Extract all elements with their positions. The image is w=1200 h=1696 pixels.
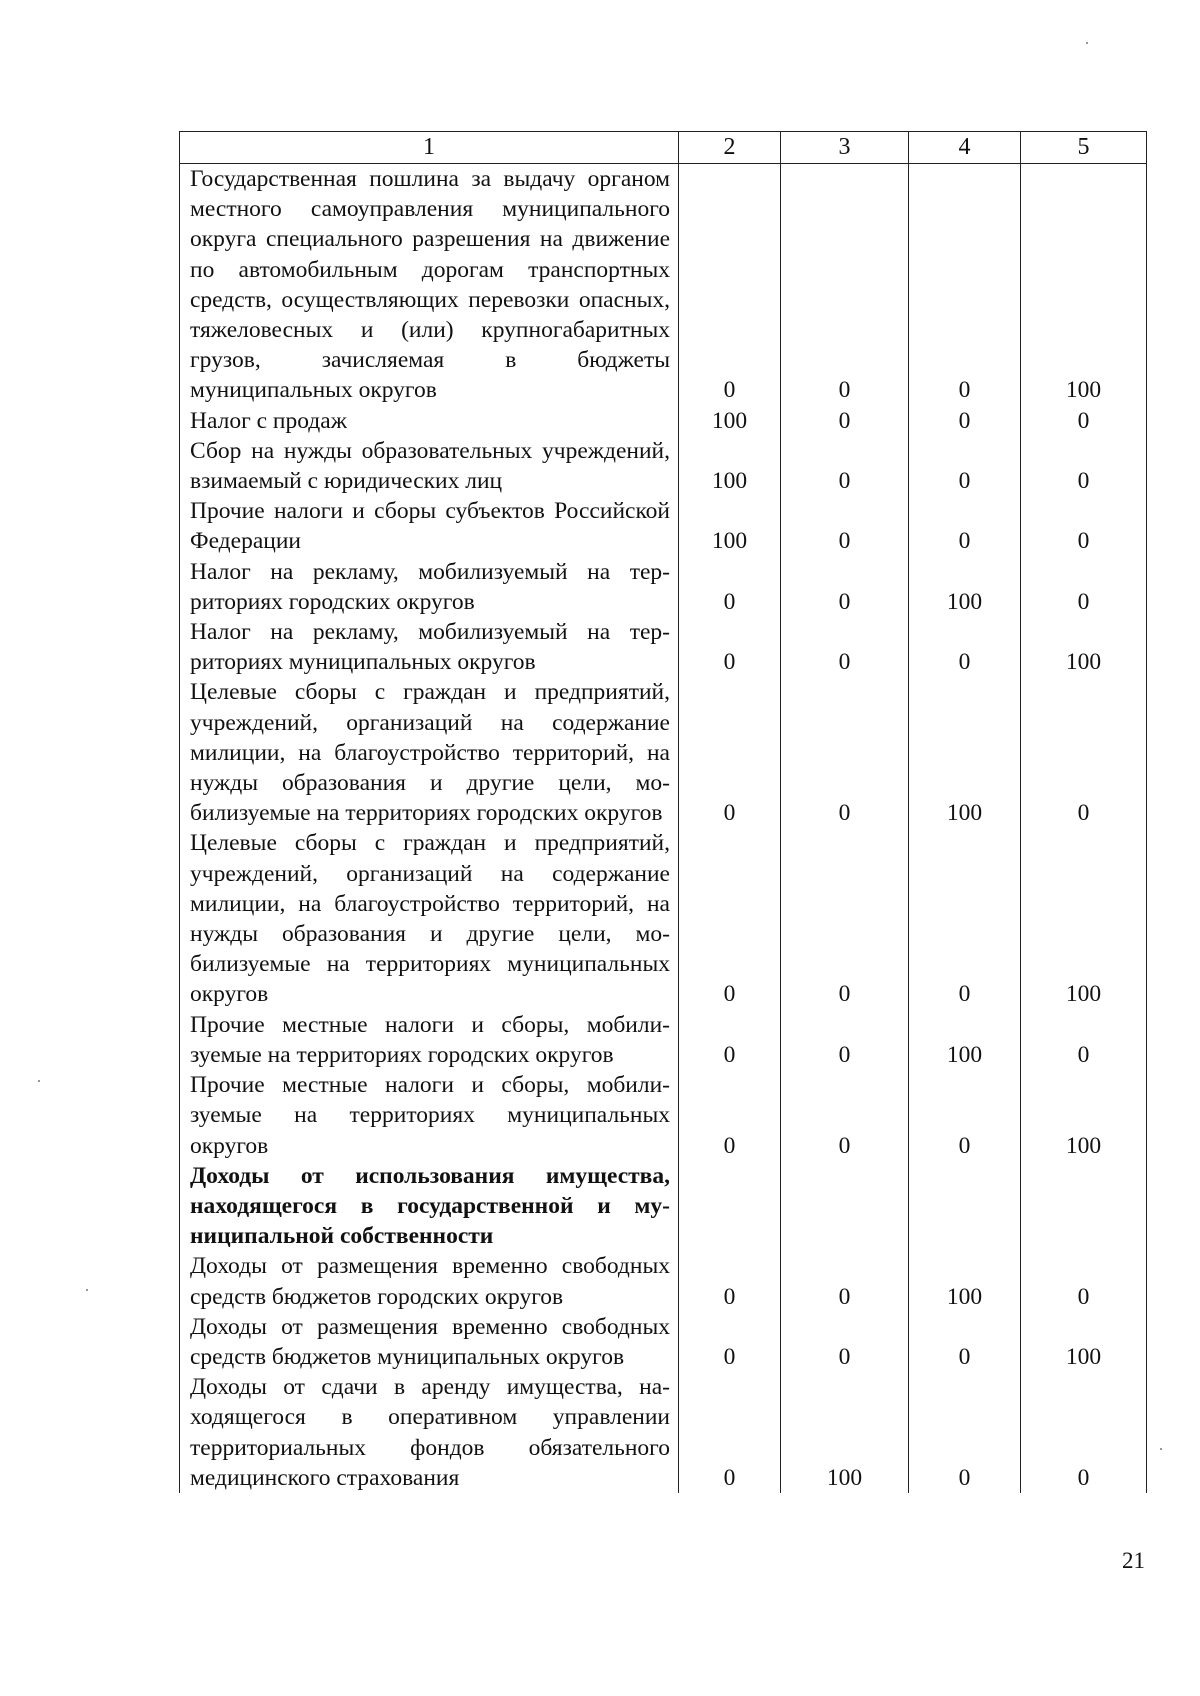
table-row (180, 677, 1147, 828)
value-col-2: 0 (679, 1312, 781, 1372)
value-col-4: 0 (909, 1372, 1021, 1493)
value-col-5: 0 (1021, 1010, 1147, 1070)
value-col-5 (1021, 1161, 1147, 1252)
revenue-name: Налог на рекламу, мобилизуемый на территориях муниципальных округов (180, 617, 679, 677)
revenue-name: Доходы от размещения временно свободных средств бюджетов городских округов (180, 1251, 679, 1311)
value-col-4: 100 (909, 557, 1021, 617)
header-col-3: 3 (781, 132, 909, 164)
section-heading-row (180, 1161, 1147, 1252)
value-col-2: 0 (679, 828, 781, 1009)
header-col-2: 2 (679, 132, 781, 164)
value-col-3: 0 (781, 1251, 909, 1311)
value-col-2: 0 (679, 617, 781, 677)
value-col-5: 100 (1021, 1070, 1147, 1161)
scan-speck (38, 1080, 40, 1082)
value-col-3: 0 (781, 164, 909, 406)
revenue-name: Прочие местные налоги и сборы, мобилизуемые на территориях городских округов (180, 1010, 679, 1070)
value-col-2: 100 (679, 496, 781, 556)
table-row (180, 1312, 1147, 1372)
revenue-name: Прочие местные налоги и сборы, мобилизуемые на территориях муниципальных округов (180, 1070, 679, 1161)
value-col-2: 0 (679, 1070, 781, 1161)
value-col-5: 0 (1021, 677, 1147, 828)
value-col-5: 100 (1021, 617, 1147, 677)
value-col-5: 100 (1021, 164, 1147, 406)
value-col-3: 0 (781, 1070, 909, 1161)
value-col-5: 0 (1021, 1251, 1147, 1311)
value-col-2: 0 (679, 164, 781, 406)
value-col-5: 0 (1021, 406, 1147, 436)
value-col-3: 0 (781, 436, 909, 496)
value-col-5: 0 (1021, 436, 1147, 496)
value-col-3: 0 (781, 617, 909, 677)
value-col-4: 0 (909, 1070, 1021, 1161)
value-col-4: 0 (909, 406, 1021, 436)
revenue-name: Целевые сборы с граждан и предприятий, учреждений, организаций на содержание милиции, на благоустройство территорий, на нужды образования и другие цели, мобилизуемые на территориях муниципальных округов (180, 828, 679, 1009)
revenue-name: Целевые сборы с граждан и предприятий, учреждений, организаций на содержание милиции, на благоустройство территорий, на нужды образования и другие цели, мобилизуемые на территориях городских округов (180, 677, 679, 828)
page-number: 21 (1122, 1548, 1145, 1573)
value-col-2: 0 (679, 1251, 781, 1311)
table-row (180, 406, 1147, 436)
value-col-5: 0 (1021, 557, 1147, 617)
scan-speck (1086, 42, 1088, 44)
value-col-2: 0 (679, 557, 781, 617)
revenue-name: Сбор на нужды образовательных учреждений, взимаемый с юридических лиц (180, 436, 679, 496)
value-col-4: 0 (909, 828, 1021, 1009)
value-col-3: 0 (781, 1312, 909, 1372)
value-col-4: 100 (909, 1010, 1021, 1070)
value-col-5: 100 (1021, 828, 1147, 1009)
value-col-2: 0 (679, 677, 781, 828)
value-col-3: 0 (781, 677, 909, 828)
table-row (180, 557, 1147, 617)
table-body (180, 164, 1147, 1493)
table-row (180, 1070, 1147, 1161)
revenue-name: Прочие налоги и сборы субъектов Российской Федерации (180, 496, 679, 556)
value-col-4 (909, 1161, 1021, 1252)
header-col-1: 1 (180, 132, 679, 164)
scan-speck (1160, 1448, 1162, 1450)
table-row (180, 1010, 1147, 1070)
value-col-3: 100 (781, 1372, 909, 1493)
value-col-4: 0 (909, 617, 1021, 677)
value-col-3: 0 (781, 1010, 909, 1070)
value-col-4: 100 (909, 1251, 1021, 1311)
value-col-3: 0 (781, 496, 909, 556)
table-row (180, 617, 1147, 677)
header-row (180, 132, 1147, 164)
value-col-2: 0 (679, 1010, 781, 1070)
value-col-2 (679, 1161, 781, 1252)
revenue-name: Доходы от размещения временно свободных средств бюджетов муниципальных округов (180, 1312, 679, 1372)
revenue-distribution-table (179, 131, 1147, 1493)
revenue-name: Налог на рекламу, мобилизуемый на территориях городских округов (180, 557, 679, 617)
value-col-4: 0 (909, 496, 1021, 556)
value-col-4: 0 (909, 164, 1021, 406)
value-col-4: 0 (909, 436, 1021, 496)
value-col-2: 100 (679, 406, 781, 436)
header-col-4: 4 (909, 132, 1021, 164)
table-row (180, 164, 1147, 406)
section-heading: Доходы от использования имущества, находящегося в государственной и муниципальной собственности (180, 1161, 679, 1252)
value-col-5: 0 (1021, 1372, 1147, 1493)
value-col-2: 0 (679, 1372, 781, 1493)
value-col-3: 0 (781, 828, 909, 1009)
scan-speck (86, 1289, 88, 1291)
value-col-3: 0 (781, 406, 909, 436)
table-row (180, 436, 1147, 496)
revenue-name: Налог с продаж (180, 406, 679, 436)
header-col-5: 5 (1021, 132, 1147, 164)
value-col-3 (781, 1161, 909, 1252)
value-col-5: 100 (1021, 1312, 1147, 1372)
value-col-4: 0 (909, 1312, 1021, 1372)
value-col-5: 0 (1021, 496, 1147, 556)
revenue-name: Доходы от сдачи в аренду имущества, находящегося в оперативном управлении территориальных фондов обязательного медицинского страхования (180, 1372, 679, 1493)
table-row (180, 828, 1147, 1009)
table-row (180, 1251, 1147, 1311)
value-col-4: 100 (909, 677, 1021, 828)
table-header (180, 132, 1147, 164)
table-row (180, 496, 1147, 556)
table-row (180, 1372, 1147, 1493)
value-col-2: 100 (679, 436, 781, 496)
revenue-name: Государственная пошлина за выдачу органом местного самоуправления муниципального округа специального разрешения на движение по автомобильным дорогам транспортных средств, осуществляющих перевозки опасных, тяжеловесных и (или) крупногабаритных грузов, зачисляемая в бюджеты муниципальных округов (180, 164, 679, 406)
value-col-3: 0 (781, 557, 909, 617)
